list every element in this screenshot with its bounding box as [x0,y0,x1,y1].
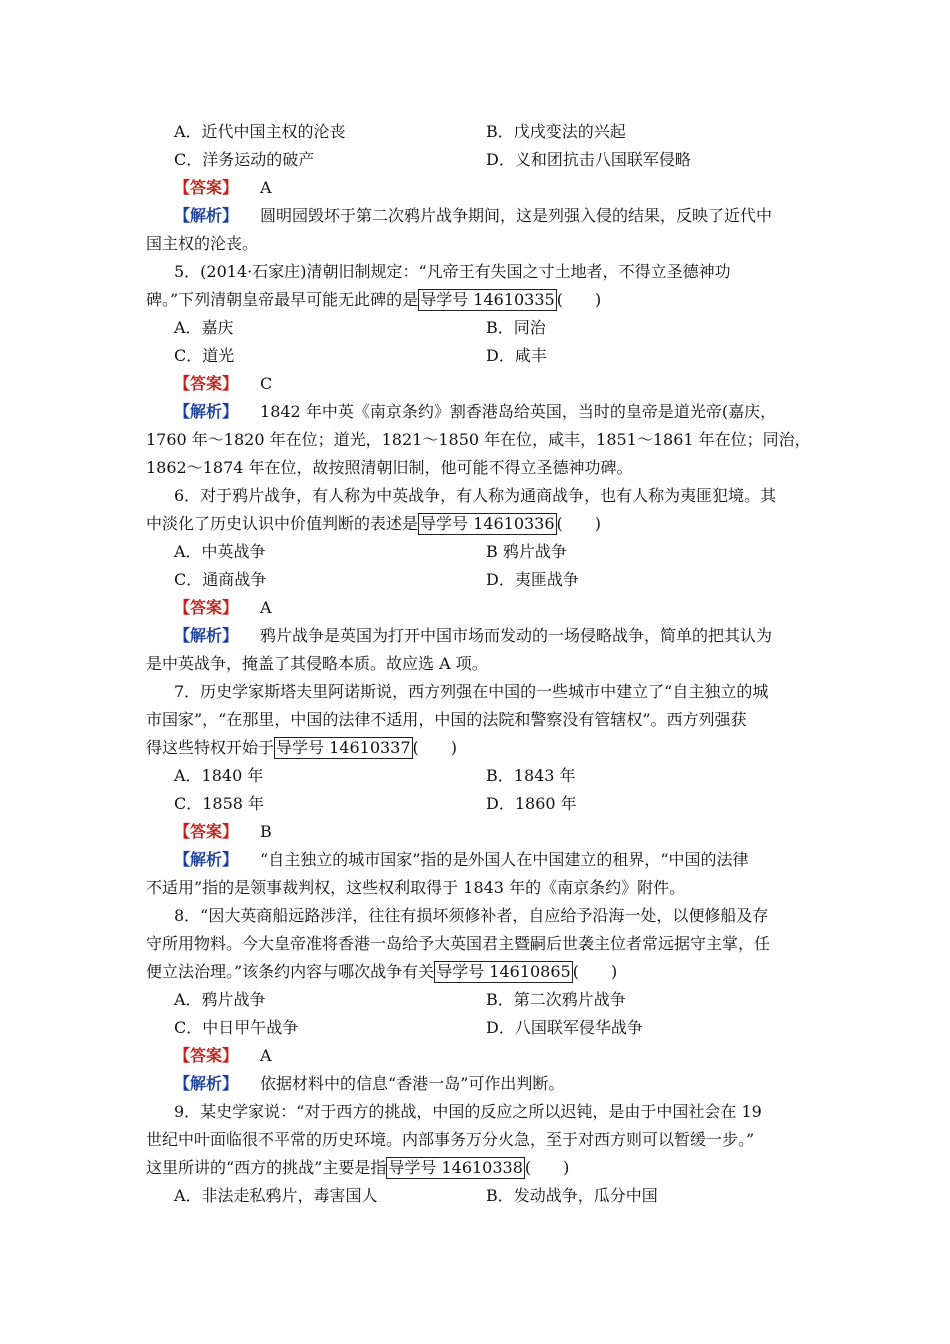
document-page [146,118,814,1210]
option: D．八国联军侵华战争 [486,1018,643,1037]
option: B．发动战争，瓜分中国 [486,1186,658,1205]
option-row [146,314,814,342]
question-block [146,902,814,1098]
option: A．中英战争 [174,542,266,561]
option: D．夷匪战争 [486,570,579,589]
explanation-line [146,454,814,482]
explanation-text: 国主权的沦丧。 [146,234,259,253]
stem-text: 这里所讲的“西方的挑战”主要是指 [146,1158,387,1177]
explanation-tag: 【解析】 [174,850,239,869]
option-row [146,342,814,370]
option: A．1840 年 [174,766,264,785]
explanation-line [146,650,814,678]
answer-value: A [260,178,272,197]
answer-line [146,174,814,202]
explanation-line [146,846,814,874]
option: D．义和团抗击八国联军侵略 [486,150,691,169]
stem-text: 守所用物料。今大皇帝准将香港一岛给予大英国君主暨嗣后世袭主位者常远据守主掌，任 [146,934,771,953]
question-block [146,482,814,678]
option: A．嘉庆 [174,318,234,337]
explanation-tag: 【解析】 [174,626,239,645]
explanation-text: 1862～1874 年在位，故按照清朝旧制，他可能不得立圣德神功碑。 [146,458,633,477]
explanation-line [146,1070,814,1098]
answer-tag: 【答案】 [174,1046,239,1065]
explanation-line [146,874,814,902]
option: D．1860 年 [486,794,577,813]
explanation-text: 圆明园毁坏于第二次鸦片战争期间，这是列强入侵的结果，反映了近代中 [260,206,773,225]
answer-paren: ( ) [412,738,458,757]
question-stem-line [146,734,814,762]
explanation-line [146,398,814,426]
question-stem-line [146,286,814,314]
stem-text: 碑。”下列清朝皇帝最早可能无此碑的是 [146,290,419,309]
question-stem-line [146,510,814,538]
option: A．鸦片战争 [174,990,266,1009]
answer-value: A [260,1046,272,1065]
answer-line [146,370,814,398]
explanation-line [146,202,814,230]
option: C．1858 年 [174,794,265,813]
answer-line [146,1042,814,1070]
guide-number-box: 导学号 14610335 [420,290,555,309]
answer-line [146,818,814,846]
explanation-line [146,230,814,258]
question-stem-line [146,706,814,734]
answer-paren: ( ) [572,962,618,981]
option: C．道光 [174,346,235,365]
guide-number-box: 导学号 14610338 [388,1158,523,1177]
option: B．第二次鸦片战争 [486,990,626,1009]
question-stem-line [146,930,814,958]
answer-tag: 【答案】 [174,598,239,617]
stem-text: 世纪中叶面临很不平常的历史环境。内部事务万分火急，至于对西方则可以暂缓一步。” [146,1130,755,1149]
question-block [146,258,814,482]
question-stem-line [146,1154,814,1182]
answer-paren: ( ) [556,514,602,533]
answer-paren: ( ) [556,290,602,309]
option-row [146,986,814,1014]
option-row [146,566,814,594]
option-row [146,1182,814,1210]
stem-text: 便立法治理。”该条约内容与哪次战争有关 [146,962,435,981]
option: C．洋务运动的破产 [174,150,315,169]
question-stem-line [146,678,814,706]
answer-tag: 【答案】 [174,178,239,197]
option: A．非法走私鸦片，毒害国人 [174,1186,378,1205]
explanation-text: 是中英战争，掩盖了其侵略本质。故应选 A 项。 [146,654,488,673]
option: B 鸦片战争 [486,542,567,561]
option: C．通商战争 [174,570,267,589]
option: C．中日甲午战争 [174,1018,299,1037]
option-row [146,146,814,174]
question-stem-line [146,958,814,986]
stem-text: 5．(2014·石家庄)清朝旧制规定：“凡帝王有失国之寸土地者，不得立圣德神功 [174,262,731,281]
guide-number-box: 导学号 14610336 [420,514,555,533]
stem-text: 9．某史学家说：“对于西方的挑战，中国的反应之所以迟钝，是由于中国社会在 19 [174,1102,762,1121]
answer-value: B [260,822,272,841]
explanation-line [146,426,814,454]
question-block [146,118,814,258]
explanation-text: 鸦片战争是英国为打开中国市场而发动的一场侵略战争，简单的把其认为 [260,626,773,645]
stem-text: 市国家”，“在那里，中国的法律不适用，中国的法院和警察没有管辖权”。西方列强获 [146,710,747,729]
stem-text: 得这些特权开始于 [146,738,275,757]
option-row [146,790,814,818]
stem-text: 7．历史学家斯塔夫里阿诺斯说，西方列强在中国的一些城市中建立了“自主独立的城 [174,682,769,701]
guide-number-box: 导学号 14610337 [276,738,411,757]
question-stem-line [146,258,814,286]
answer-tag: 【答案】 [174,822,239,841]
explanation-text: 1842 年中英《南京条约》割香港岛给英国，当时的皇帝是道光帝(嘉庆， [260,402,777,421]
explanation-line [146,622,814,650]
question-block [146,1098,814,1210]
option-row [146,118,814,146]
question-stem-line [146,1098,814,1126]
option-row [146,1014,814,1042]
option: B．1843 年 [486,766,576,785]
option: B．戊戌变法的兴起 [486,122,626,141]
stem-text: 8．“因大英商船远路涉洋，往往有损坏须修补者，自应给予沿海一处，以便修船及存 [174,906,769,925]
answer-paren: ( ) [524,1158,570,1177]
explanation-text: 依据材料中的信息“香港一岛”可作出判断。 [260,1074,565,1093]
option: D．咸丰 [486,346,547,365]
explanation-text: “自主独立的城市国家”指的是外国人在中国建立的租界，“中国的法律 [260,850,749,869]
explanation-tag: 【解析】 [174,1074,239,1093]
question-block [146,678,814,902]
question-stem-line [146,1126,814,1154]
option: A．近代中国主权的沦丧 [174,122,346,141]
stem-text: 6．对于鸦片战争，有人称为中英战争，有人称为通商战争，也有人称为夷匪犯境。其 [174,486,777,505]
explanation-tag: 【解析】 [174,402,239,421]
stem-text: 中淡化了历史认识中价值判断的表述是 [146,514,419,533]
question-stem-line [146,902,814,930]
answer-line [146,594,814,622]
question-stem-line [146,482,814,510]
explanation-text: 不适用”指的是领事裁判权，这些权利取得于 1843 年的《南京条约》附件。 [146,878,686,897]
option: B．同治 [486,318,546,337]
explanation-text: 1760 年～1820 年在位；道光，1821～1850 年在位，咸丰，1851～1861 年在位；同治， [146,430,811,449]
answer-tag: 【答案】 [174,374,239,393]
answer-value: C [260,374,273,393]
option-row [146,538,814,566]
guide-number-box: 导学号 14610865 [436,962,571,981]
explanation-tag: 【解析】 [174,206,239,225]
answer-value: A [260,598,272,617]
option-row [146,762,814,790]
